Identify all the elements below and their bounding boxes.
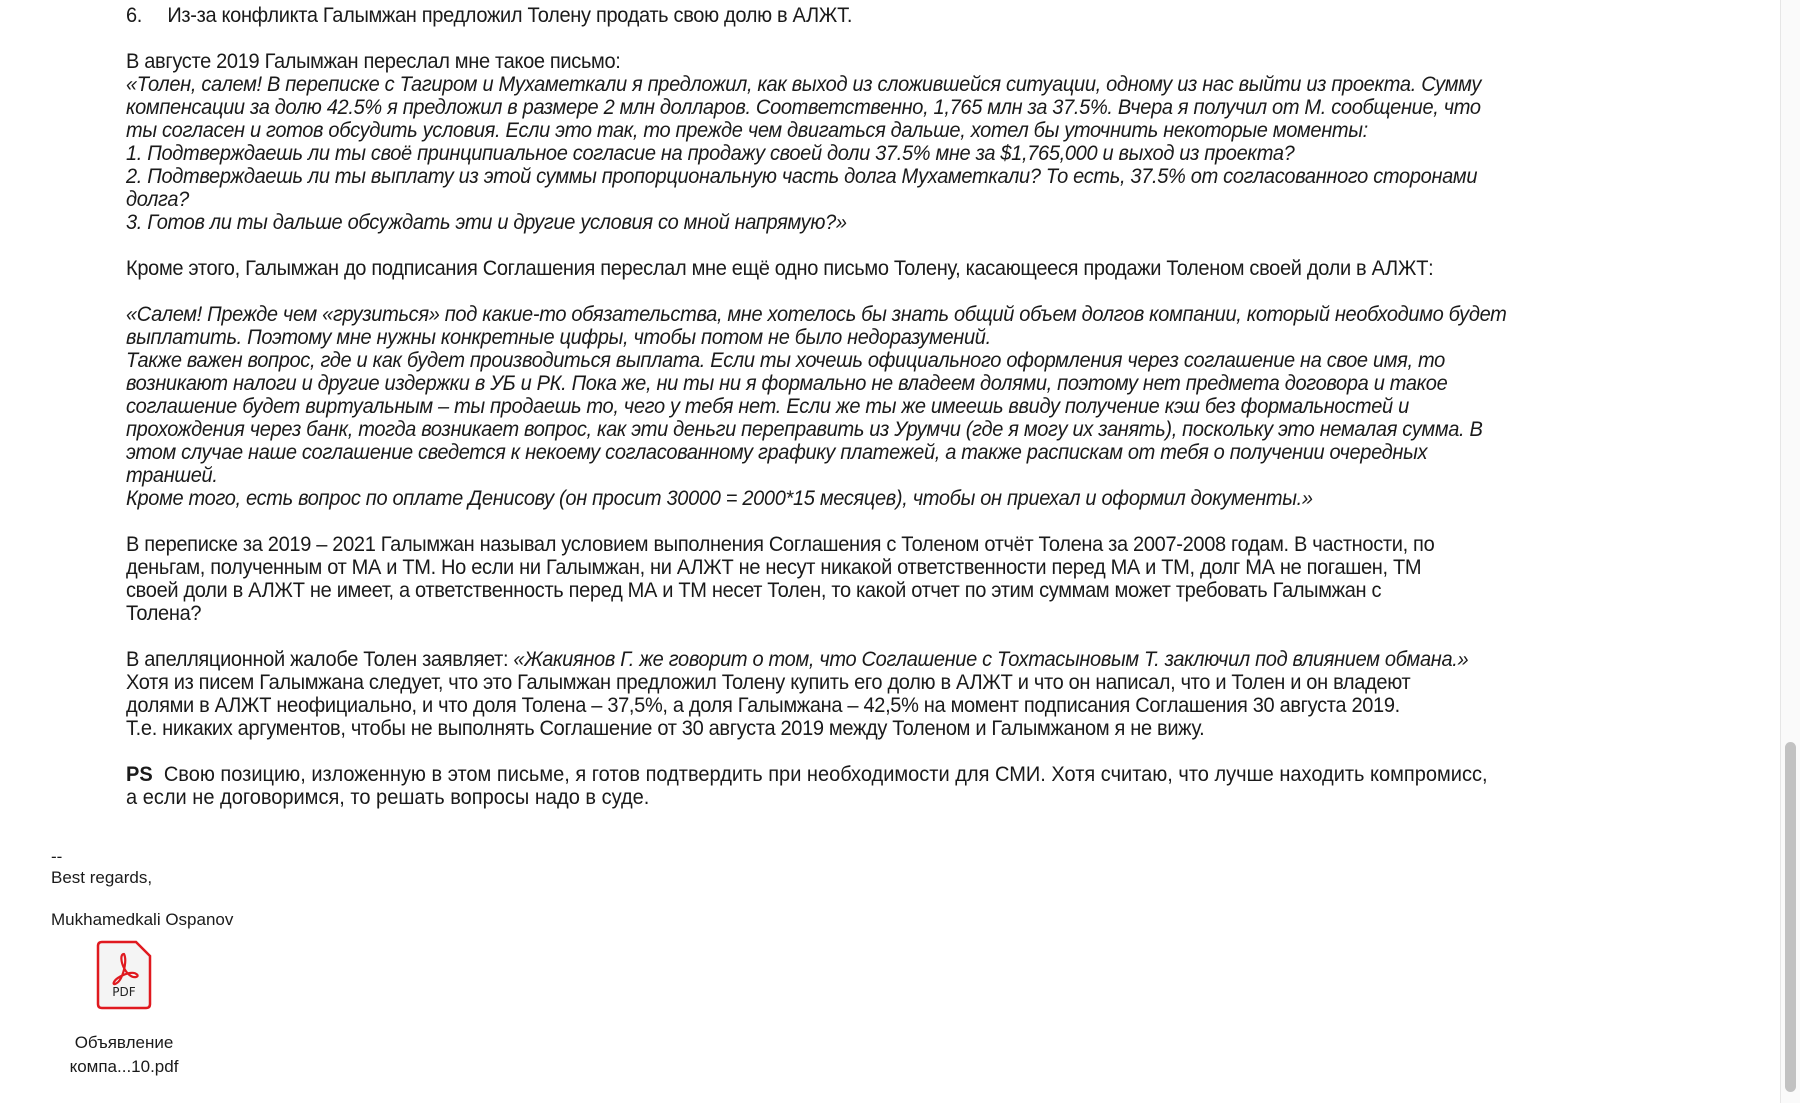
text-line: Хотя из писем Галымжана следует, что это Галымжан предложил Толену купить его долю в АЛЖТ и что он написал, что и Толен и он владеют bbox=[126, 670, 1411, 694]
list-text: Из-за конфликта Галымжан предложил Толену продать свою долю в АЛЖТ. bbox=[167, 3, 853, 27]
list-number: 6. bbox=[126, 3, 143, 27]
quoted-letter-1 bbox=[126, 73, 1649, 234]
scrollbar-thumb[interactable] bbox=[1785, 742, 1796, 1092]
filename-line-2: компа...10.pdf bbox=[69, 1057, 179, 1076]
signature-separator: -- bbox=[51, 847, 63, 866]
ps-label: PS bbox=[126, 762, 153, 786]
quote-line: 2. Подтверждаешь ли ты выплату из этой суммы пропорциональную часть долга Мухаметкали? То есть, 37.5% от согласованного сторонами bbox=[126, 164, 1478, 188]
pdf-file-icon bbox=[96, 940, 152, 1010]
quote-line: «Толен, салем! В переписке с Тагиром и Мухаметкали я предложил, как выход из сложившейся ситуации, одному из нас выйти из проекта. Сумму bbox=[126, 72, 1482, 96]
quoted-letter-2 bbox=[126, 303, 1649, 510]
signature-name: Mukhamedkali Ospanov bbox=[51, 910, 234, 929]
ps-line-1 bbox=[126, 763, 1649, 786]
list-item-6 bbox=[126, 4, 1649, 27]
quote-line: долга? bbox=[126, 187, 189, 211]
text-line: Толена? bbox=[126, 601, 202, 625]
paragraph-3 bbox=[126, 533, 1649, 625]
quote-line: компенсации за долю 42.5% я предложил в размере 2 млн долларов. Соответственно, 1,765 млн за 37.5%. Вчера я получил от М. сообщение, что bbox=[126, 95, 1481, 119]
postscript bbox=[126, 763, 1649, 809]
quote-line: ты согласен и готов обсудить условия. Если это так, то прежде чем двигаться дальше, хотел бы уточнить некоторые моменты: bbox=[126, 118, 1368, 142]
quote-line: Кроме того, есть вопрос по оплате Денисову (он просит 30000 = 2000*15 месяцев), чтобы он приехал и оформил документы.» bbox=[126, 486, 1313, 510]
text-line: своей доли в АЛЖТ не имеет, а ответственность перед МА и ТМ несет Толен, то какой отчет по этим суммам может требовать Галымжан с bbox=[126, 578, 1382, 602]
text-line: деньгам, полученным от МА и ТМ. Но если ни Галымжан, ни АЛЖТ не несут никакой ответственности перед МА и ТМ, долг МА не погашен, ТМ bbox=[126, 555, 1422, 579]
text-line: долями в АЛЖТ неофициально, и что доля Толена – 37,5%, а доля Галымжана – 42,5% на момент подписания Соглашения 30 августа 2019. bbox=[126, 693, 1400, 717]
signature-regards: Best regards, bbox=[51, 868, 153, 887]
text-line bbox=[126, 648, 1649, 671]
ps-text: Свою позицию, изложенную в этом письме, я готов подтвердить при необходимости для СМИ. Хотя считаю, что лучше находить компромисс, bbox=[163, 762, 1488, 786]
text-line: Т.е. никаких аргументов, чтобы не выполнять Соглашение от 30 августа 2019 между Толеном и Галымжаном я не вижу. bbox=[126, 716, 1205, 740]
quote-line: траншей. bbox=[126, 463, 218, 487]
quote-line: 1. Подтверждаешь ли ты своё принципиальное согласие на продажу своей доли 37.5% мне за $1,765,000 и выход из проекта? bbox=[126, 141, 1295, 165]
quote-line: соглашение будет виртуальным – ты продаешь то, чего у тебя нет. Если же ты же имеешь ввиду получение кэш без формальностей и bbox=[126, 394, 1409, 418]
ps-line-2: а если не договоримся, то решать вопросы надо в суде. bbox=[126, 785, 650, 809]
signature bbox=[51, 846, 233, 930]
quote-line: 3. Готов ли ты дальше обсуждать эти и другие условия со мной напрямую?» bbox=[126, 210, 847, 234]
appeal-quote: «Жакиянов Г. же говорит о том, что Соглашение с Тохтасыновым Т. заключил под влиянием обмана.» bbox=[513, 647, 1469, 671]
pdf-badge: PDF bbox=[112, 985, 136, 999]
quote-line: возникают налоги и другие издержки в УБ и РК. Пока же, ни ты ни я формально не владеем долями, поэтому нет предмета договора и такое bbox=[126, 371, 1448, 395]
attachment-filename bbox=[56, 1031, 192, 1079]
quote-line: выплатить. Поэтому мне нужны конкретные цифры, чтобы потом не было недоразумений. bbox=[126, 325, 991, 349]
quote-line: «Салем! Прежде чем «грузиться» под какие-то обязательства, мне хотелось бы знать общий объем долгов компании, который необходимо будет bbox=[126, 302, 1507, 326]
paragraph-intro: В августе 2019 Галымжан переслал мне такое письмо: bbox=[126, 49, 621, 73]
quote-line: Также важен вопрос, где и как будет производиться выплата. Если ты хочешь официального оформления через соглашение на свое имя, то bbox=[126, 348, 1445, 372]
message-text bbox=[126, 4, 1649, 809]
text-line: В переписке за 2019 – 2021 Галымжан называл условием выполнения Соглашения с Толеном отчёт Толена за 2007-2008 годам. В частности, по bbox=[126, 532, 1435, 556]
paragraph-4 bbox=[126, 648, 1649, 740]
pdf-attachment[interactable] bbox=[56, 940, 192, 1079]
quote-line: этом случае наше соглашение сведется к некоему согласованному графику платежей, а также распискам от тебя о получении очередных bbox=[126, 440, 1428, 464]
appeal-lead: В апелляционной жалобе Толен заявляет: bbox=[126, 647, 514, 671]
filename-line-1: Объявление bbox=[74, 1033, 174, 1052]
quote-line: прохождения через банк, тогда возникает вопрос, как эти деньги переправить из Урумчи (где я могу их занять), поскольку это немалая сумма. В bbox=[126, 417, 1483, 441]
paragraph-2: Кроме этого, Галымжан до подписания Соглашения переслал мне ещё одно письмо Толену, касающееся продажи Толеном своей доли в АЛЖТ: bbox=[126, 256, 1434, 280]
